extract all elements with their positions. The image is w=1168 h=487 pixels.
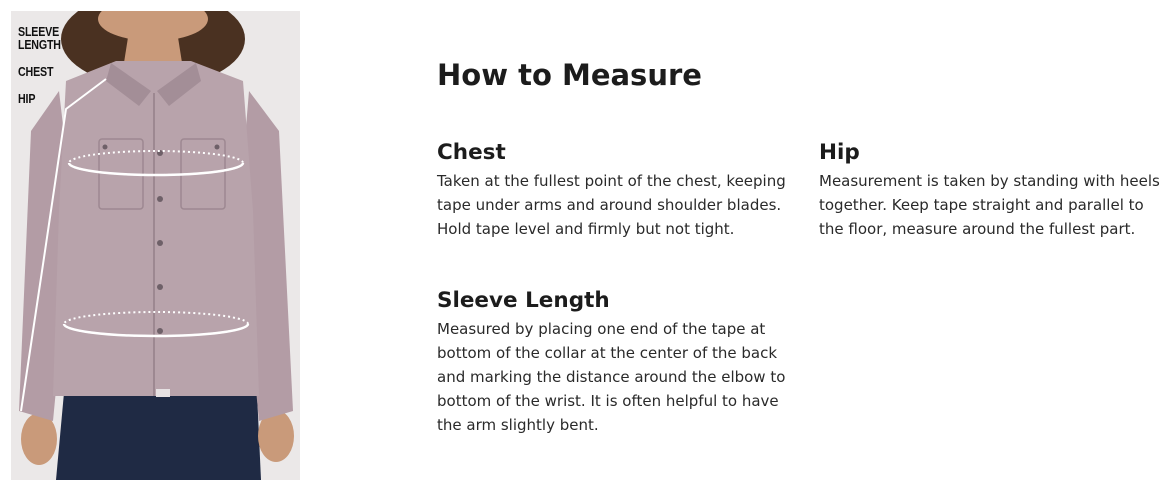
- section-chest-title: Chest: [437, 140, 506, 165]
- section-sleeve-length: [437, 288, 797, 437]
- label-chest: CHEST: [18, 64, 54, 79]
- page-title: How to Measure: [437, 58, 702, 92]
- section-sleeve-body: Measured by placing one end of the tape at bottom of the collar at the center of the back and marking the distance around the elbow to bottom of the wrist. It is often helpful to have the arm slightly bent.: [437, 320, 786, 434]
- section-hip-title: Hip: [819, 140, 860, 165]
- measurement-labels: [18, 25, 67, 105]
- section-chest: [437, 140, 787, 241]
- shirt-body: [53, 61, 259, 396]
- section-hip-body: Measurement is taken by standing with heels together. Keep tape straight and parallel to the floor, measure around the fullest part.: [819, 172, 1160, 238]
- measurement-guide-image: [11, 11, 300, 480]
- section-hip: [819, 140, 1164, 241]
- label-hip: HIP: [18, 91, 36, 106]
- section-chest-body: Taken at the fullest point of the chest, keeping tape under arms and around shoulder blades. Hold tape level and firmly but not tight.: [437, 172, 786, 238]
- measure-instructions: [437, 0, 1168, 487]
- label-sleeve-length: SLEEVE LENGTH: [18, 24, 61, 52]
- section-sleeve-title: Sleeve Length: [437, 288, 610, 313]
